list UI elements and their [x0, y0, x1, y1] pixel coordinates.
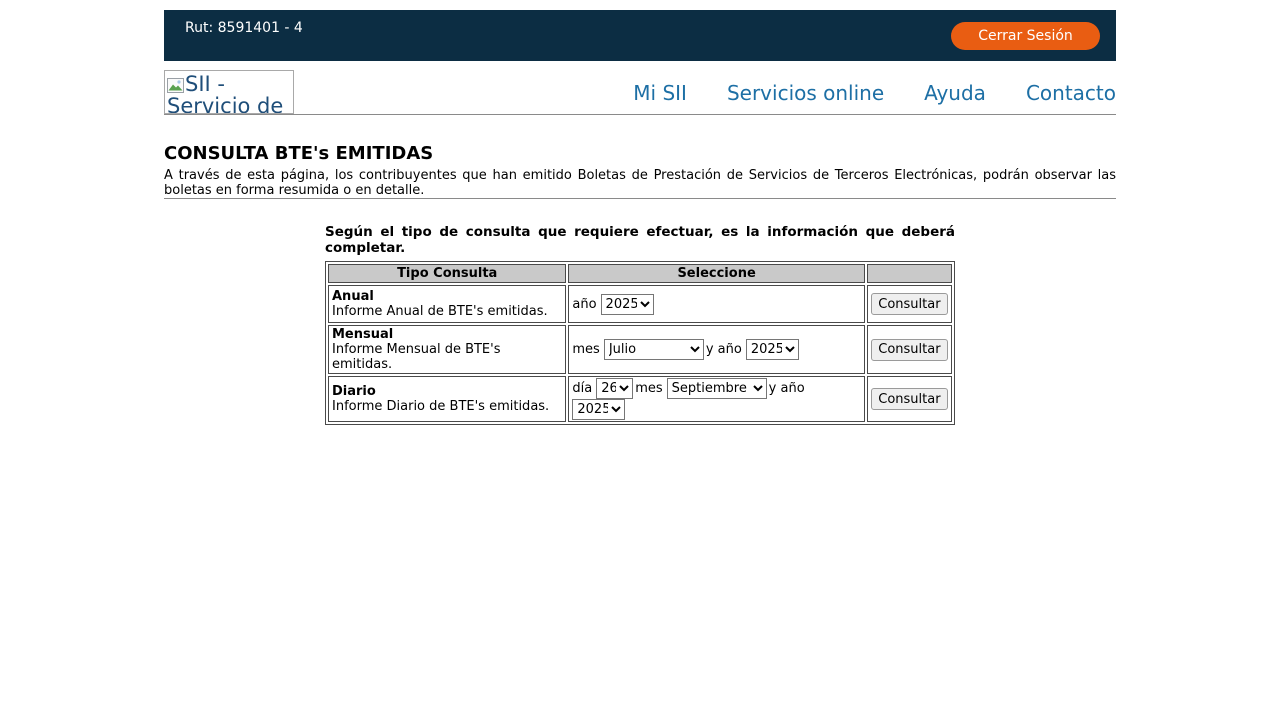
- table-row-mensual: [328, 325, 952, 374]
- anual-type-desc: Informe Anual de BTE's emitidas.: [332, 304, 548, 319]
- diario-year-select[interactable]: [572, 399, 625, 420]
- sii-logo[interactable]: [164, 70, 294, 114]
- anual-type-label: Anual: [332, 289, 374, 304]
- header-divider: [164, 114, 1116, 115]
- mensual-select-cell: [568, 325, 864, 374]
- nav-item-servicios-online[interactable]: Servicios online: [726, 81, 885, 105]
- anual-select-cell: [568, 285, 864, 323]
- content-wrapper: [164, 10, 1116, 425]
- diario-type-desc: Informe Diario de BTE's emitidas.: [332, 399, 550, 414]
- topbar: [164, 10, 1116, 61]
- diario-year-label: y año: [768, 381, 805, 396]
- logout-button[interactable]: Cerrar Sesión: [951, 22, 1100, 50]
- consulta-table: [325, 261, 955, 425]
- diario-day-select[interactable]: [596, 378, 633, 399]
- mensual-consultar-button[interactable]: Consultar: [871, 339, 948, 361]
- page-description: A través de esta página, los contribuyentes que han emitido Boletas de Prestación de Servicios de Terceros Electrónicas, podrán observar las boletas en forma resumida o en detalle.: [164, 168, 1116, 198]
- main-nav: [633, 70, 1116, 114]
- col-header-empty: [867, 264, 952, 283]
- mensual-type-label: Mensual: [332, 327, 394, 342]
- nav-item-contacto[interactable]: Contacto: [1025, 81, 1116, 105]
- diario-consultar-button[interactable]: Consultar: [871, 388, 948, 410]
- anual-action-cell: [867, 285, 952, 323]
- header-row: [164, 70, 1116, 114]
- mensual-type-desc: Informe Mensual de BTE's emitidas.: [332, 342, 501, 372]
- diario-day-label: día: [572, 381, 593, 396]
- nav-item-ayuda[interactable]: Ayuda: [924, 81, 986, 105]
- rut-label: Rut: 8591401 - 4: [185, 20, 303, 36]
- col-header-seleccione: Seleccione: [568, 264, 864, 283]
- table-row-diario: [328, 376, 952, 422]
- logo-alt-text: SII - Servicio de: [167, 72, 284, 114]
- mensual-year-label: y año: [705, 342, 742, 357]
- diario-select-cell: [568, 376, 864, 422]
- mensual-action-cell: [867, 325, 952, 374]
- diario-month-label: mes: [635, 381, 663, 396]
- anual-consultar-button[interactable]: Consultar: [871, 293, 948, 315]
- anual-type-cell: [328, 285, 566, 323]
- nav-item-mi-sii[interactable]: Mi SII: [633, 81, 687, 105]
- mensual-type-cell: [328, 325, 566, 374]
- description-divider: [164, 198, 1116, 199]
- diario-type-label: Diario: [332, 384, 376, 399]
- page-title: CONSULTA BTE's EMITIDAS: [164, 143, 434, 164]
- diario-type-cell: [328, 376, 566, 422]
- table-row-anual: [328, 285, 952, 323]
- diario-month-select[interactable]: [667, 378, 767, 399]
- mensual-month-label: mes: [572, 342, 600, 357]
- instruction-text: Según el tipo de consulta que requiere efectuar, es la información que deberá completar.: [325, 224, 955, 256]
- broken-image-icon: [167, 78, 184, 93]
- diario-action-cell: [867, 376, 952, 422]
- mensual-year-select[interactable]: [746, 339, 799, 360]
- mensual-month-select[interactable]: [604, 339, 704, 360]
- table-header-row: [328, 264, 952, 283]
- anual-year-label: año: [572, 296, 597, 312]
- anual-year-select[interactable]: [601, 294, 654, 315]
- col-header-tipo-consulta: Tipo Consulta: [328, 264, 566, 283]
